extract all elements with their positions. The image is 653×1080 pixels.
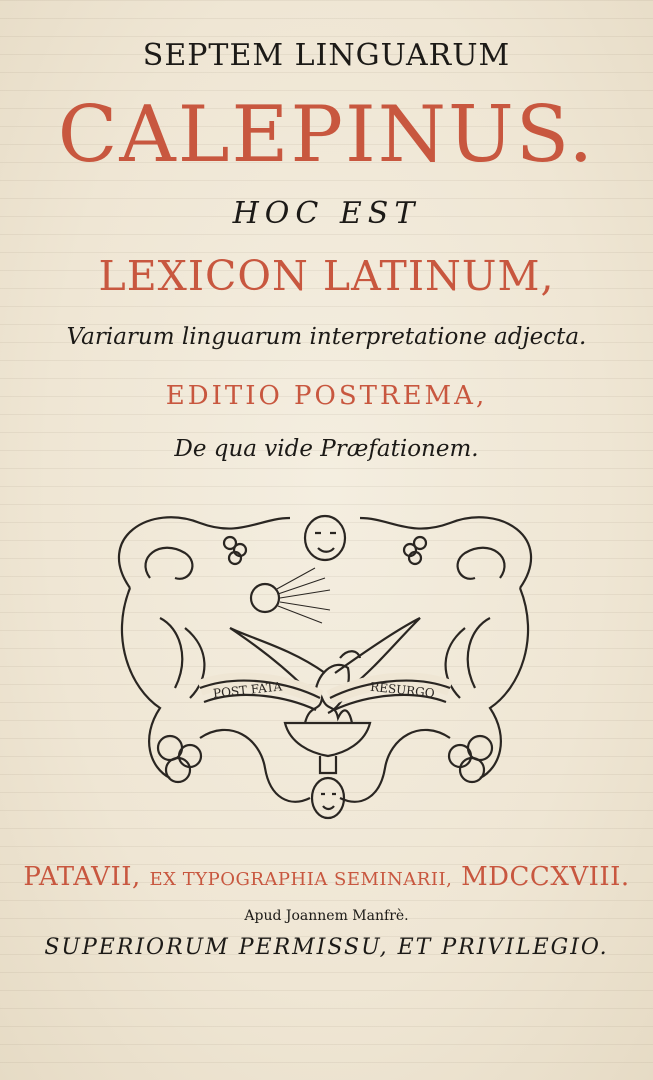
printers-device-phoenix (90, 498, 560, 838)
title-line-6: EDITIO POSTREMA, (165, 381, 488, 411)
banner-left-motto: POST FATA (212, 679, 283, 701)
title-line-7: De qua vide Præfationem. (174, 436, 479, 462)
banner-right-motto: RESURGO (369, 679, 436, 701)
imprint-year: MDCCXVIII. (461, 862, 630, 892)
imprint-place: PATAVII, (23, 862, 141, 892)
title-line-3: HOC EST (232, 196, 421, 231)
imprint-line (0, 862, 653, 892)
title-line-5: Variarum linguarum interpretatione adjecta. (66, 324, 587, 350)
title-line-1: SEPTEM LINGUARUM (142, 38, 511, 73)
imprint-printer: EX TYPOGRAPHIA SEMINARII, (149, 869, 453, 890)
imprint-publisher: Apud Joannem Manfrè. (244, 908, 409, 924)
imprint-privilege: SUPERIORUM PERMISSU, ET PRIVILEGIO. (44, 935, 609, 960)
title-line-4: LEXICON LATINUM, (98, 252, 555, 300)
title-line-2: CALEPINUS. (57, 90, 596, 180)
